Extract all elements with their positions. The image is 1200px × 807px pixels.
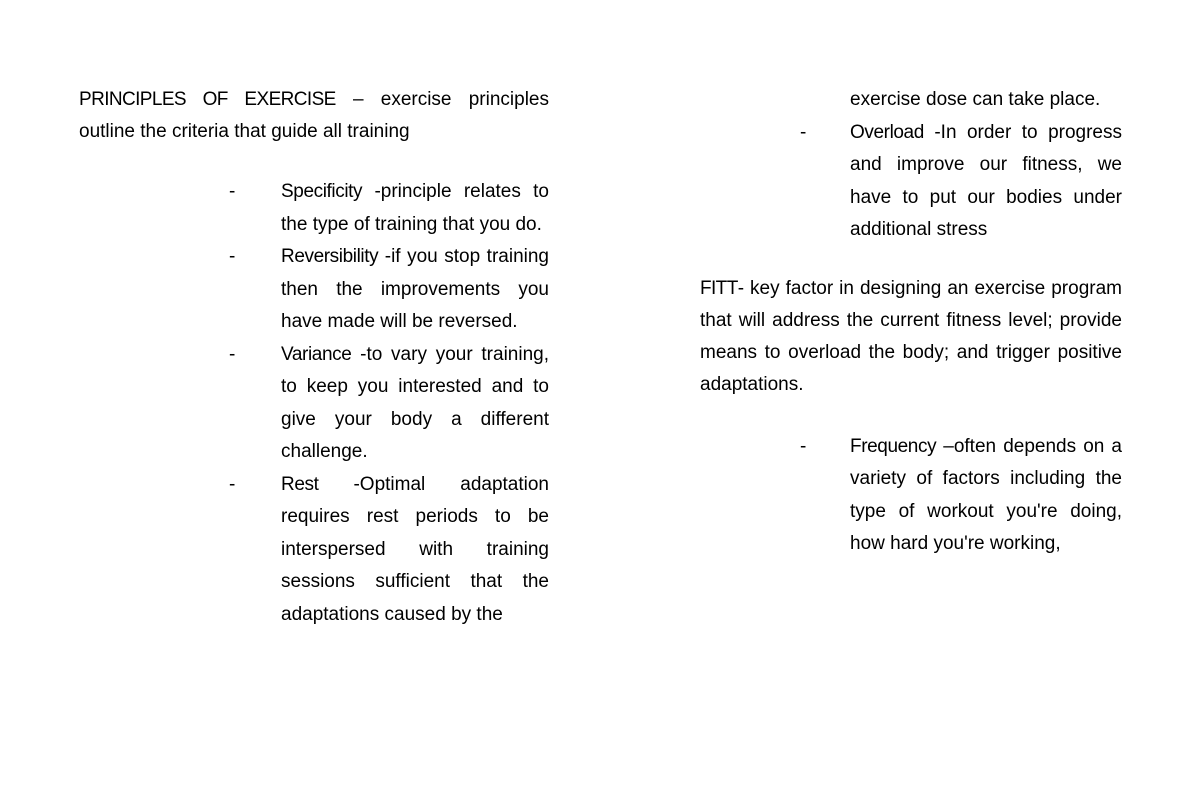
term-overload: Overload <box>850 121 924 143</box>
fitt-heading: FITT <box>700 277 738 299</box>
list-item-variance <box>229 339 549 469</box>
term-variance: Variance <box>281 343 352 365</box>
bullet-dash: - <box>229 246 236 267</box>
term-reversibility: Reversibility <box>281 246 379 267</box>
list-item-frequency <box>800 431 1122 561</box>
list-item-specificity <box>229 176 549 241</box>
principles-intro-text: – exercise principles outline the criteria that guide all training <box>79 89 549 142</box>
definition-overload: -In order to progress and improve our fitness, we have to put our bodies under additional stress <box>850 121 1122 240</box>
bullet-dash: - <box>229 473 236 495</box>
fitt-list <box>800 431 1122 561</box>
bullet-dash: - <box>229 343 236 365</box>
bullet-text <box>281 241 549 339</box>
overload-list <box>800 117 1122 247</box>
rest-continuation <box>850 84 1122 117</box>
bullet-text <box>281 339 549 469</box>
bullet-text <box>850 431 1122 561</box>
definition-rest: -Optimal adaptation requires rest periods to be interspersed with training sessions sufficient that the adaptations caused by the <box>281 473 549 625</box>
definition-variance: -to vary your training, to keep you interested and to give your body a different challenge. <box>281 343 549 462</box>
right-column <box>700 84 1122 561</box>
fitt-text: - key factor in designing an exercise program that will address the current fitness level; provide means to overload the body; and trigger positive adaptations. <box>700 277 1122 395</box>
principles-list <box>229 176 549 631</box>
list-item-overload <box>800 117 1122 247</box>
definition-frequency: –often depends on a variety of factors including the type of workout you're doing, how hard you're working, <box>850 435 1122 554</box>
bullet-text <box>281 469 549 632</box>
list-item-rest <box>229 469 549 632</box>
term-rest: Rest <box>281 473 319 495</box>
bullet-text <box>281 176 549 241</box>
principles-heading: PRINCIPLES OF EXERCISE <box>79 89 336 110</box>
definition-reversibility: -if you stop training then the improvements you have made will be reversed. <box>281 246 549 332</box>
left-column <box>79 84 549 631</box>
term-frequency: Frequency <box>850 435 937 457</box>
term-specificity: Specificity <box>281 181 363 202</box>
list-item-reversibility <box>229 241 549 339</box>
bullet-dash: - <box>800 435 807 457</box>
definition-specificity: -principle relates to the type of training that you do. <box>281 181 549 235</box>
fitt-paragraph <box>700 273 1122 401</box>
bullet-dash: - <box>800 121 807 143</box>
principles-intro <box>79 84 549 148</box>
continuation-text: exercise dose can take place. <box>850 89 1101 110</box>
bullet-dash: - <box>229 181 236 202</box>
bullet-text <box>850 117 1122 247</box>
